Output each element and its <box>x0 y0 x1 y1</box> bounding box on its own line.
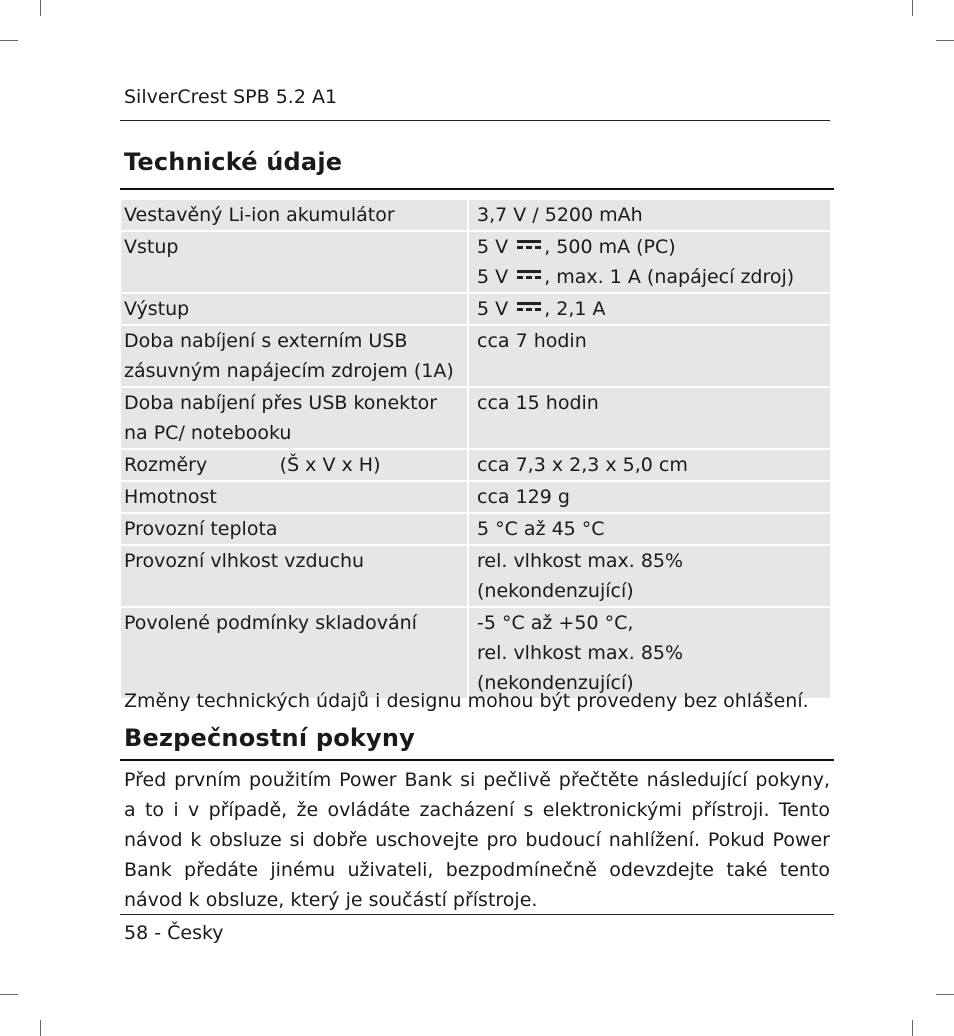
crop-mark <box>936 40 954 41</box>
crop-mark <box>912 1020 913 1036</box>
spec-label <box>121 293 468 325</box>
spec-label-line: Rozměry (Š x V x H) <box>124 454 381 476</box>
spec-value-line <box>477 326 830 356</box>
spec-label <box>121 449 468 481</box>
spec-row <box>121 449 830 481</box>
spec-label-line: Provozní teplota <box>124 518 278 540</box>
crop-mark <box>40 1020 41 1036</box>
spec-value-text: 5 V <box>477 266 509 288</box>
spec-value-text: -5 °C až +50 °C, <box>477 612 634 634</box>
spec-value-line <box>477 450 830 480</box>
spec-row <box>121 545 830 607</box>
crop-mark <box>936 994 954 995</box>
change-notice: Změny technických údajů i designu mohou být provedeny bez ohlášení. <box>124 690 809 712</box>
crop-mark <box>912 0 913 16</box>
spec-label <box>121 231 468 293</box>
spec-value-line <box>477 638 830 668</box>
spec-value-text: , 2,1 A <box>544 298 606 320</box>
spec-value-text: (nekondenzující) <box>477 580 634 602</box>
spec-label-line: Vstup <box>124 236 179 258</box>
section-rule <box>120 759 834 761</box>
spec-row <box>121 231 830 293</box>
spec-value-text: rel. vlhkost max. 85% <box>477 550 684 572</box>
spec-value-line <box>477 262 830 292</box>
spec-table-body <box>121 200 830 699</box>
spec-value-line <box>477 388 830 418</box>
spec-value <box>468 200 830 231</box>
spec-label-line: Doba nabíjení s externím USB <box>124 330 408 352</box>
spec-row <box>121 293 830 325</box>
spec-value-line <box>477 576 830 606</box>
safety-paragraph: Před prvním použitím Power Bank si pečlivě přečtěte následující pokyny, a to i v případě, že ovládáte zacházení s elektronickými přístroji. Tento návod k obsluze si dobře uschovejte pro budoucí nahlížení. Pokud Power Bank předáte jinému uživateli, bezpodmínečně odevzdejte také tento návod k obsluze, který je součástí přístroje. <box>124 769 830 911</box>
spec-value-text: cca 7 hodin <box>477 330 587 352</box>
spec-value-text: rel. vlhkost max. 85% <box>477 642 684 664</box>
spec-value <box>468 231 830 293</box>
spec-label <box>121 513 468 545</box>
spec-label <box>121 325 468 387</box>
spec-value <box>468 293 830 325</box>
spec-label <box>121 387 468 449</box>
spec-label <box>121 607 468 699</box>
spec-value-text: , 500 mA (PC) <box>544 236 676 258</box>
spec-value-line <box>477 482 830 512</box>
spec-label-line: Hmotnost <box>124 486 217 508</box>
spec-value-text: 3,7 V / 5200 mAh <box>477 204 643 226</box>
spec-value-line <box>477 514 830 544</box>
spec-value <box>468 325 830 387</box>
spec-value <box>468 449 830 481</box>
spec-value-text: cca 7,3 x 2,3 x 5,0 cm <box>477 454 688 476</box>
spec-label <box>121 200 468 231</box>
spec-value-line <box>477 294 830 324</box>
spec-table <box>121 200 830 700</box>
spec-row <box>121 200 830 231</box>
spec-value-text: 5 V <box>477 236 509 258</box>
spec-label-line: Doba nabíjení přes USB konektor <box>124 392 438 414</box>
direct-current-symbol-icon <box>516 300 542 314</box>
spec-row <box>121 325 830 387</box>
spec-label <box>121 481 468 513</box>
section-rule <box>120 188 834 190</box>
section-title-technical-data: Technické údaje <box>124 148 343 176</box>
spec-row <box>121 513 830 545</box>
header-rule <box>120 120 830 121</box>
spec-label-line: zásuvným napájecím zdrojem (1A) <box>124 360 454 382</box>
direct-current-symbol-icon <box>516 238 542 252</box>
spec-label-line: na PC/ notebooku <box>124 422 292 444</box>
spec-label-line: Povolené podmínky skladování <box>124 612 417 634</box>
spec-value <box>468 481 830 513</box>
footer-rule <box>120 914 834 915</box>
direct-current-symbol-icon <box>516 268 542 282</box>
spec-value-text: 5 V <box>477 298 509 320</box>
spec-row <box>121 607 830 699</box>
spec-value-text: (nekondenzující) <box>477 672 634 694</box>
spec-row <box>121 387 830 449</box>
spec-value <box>468 545 830 607</box>
spec-value-text: cca 129 g <box>477 486 570 508</box>
spec-value-text: , max. 1 A (napájecí zdroj) <box>544 266 795 288</box>
crop-mark <box>40 0 41 16</box>
crop-mark <box>0 40 18 41</box>
crop-mark <box>0 994 18 995</box>
running-header: SilverCrest SPB 5.2 A1 <box>124 86 338 108</box>
section-title-safety: Bezpečnostní pokyny <box>124 724 416 752</box>
spec-value-text: 5 °C až 45 °C <box>477 518 605 540</box>
spec-value-line <box>477 200 830 230</box>
spec-row <box>121 481 830 513</box>
spec-value <box>468 513 830 545</box>
page-footer: 58 - Česky <box>124 922 224 944</box>
spec-value-text: cca 15 hodin <box>477 392 599 414</box>
spec-label-line: Výstup <box>124 298 190 320</box>
spec-value <box>468 607 830 699</box>
spec-label-line: Vestavěný Li-ion akumulátor <box>124 204 395 226</box>
spec-label-line: Provozní vlhkost vzduchu <box>124 550 365 572</box>
spec-value-line <box>477 232 830 262</box>
spec-value-line <box>477 546 830 576</box>
spec-label <box>121 545 468 607</box>
spec-value <box>468 387 830 449</box>
spec-value-line <box>477 608 830 638</box>
